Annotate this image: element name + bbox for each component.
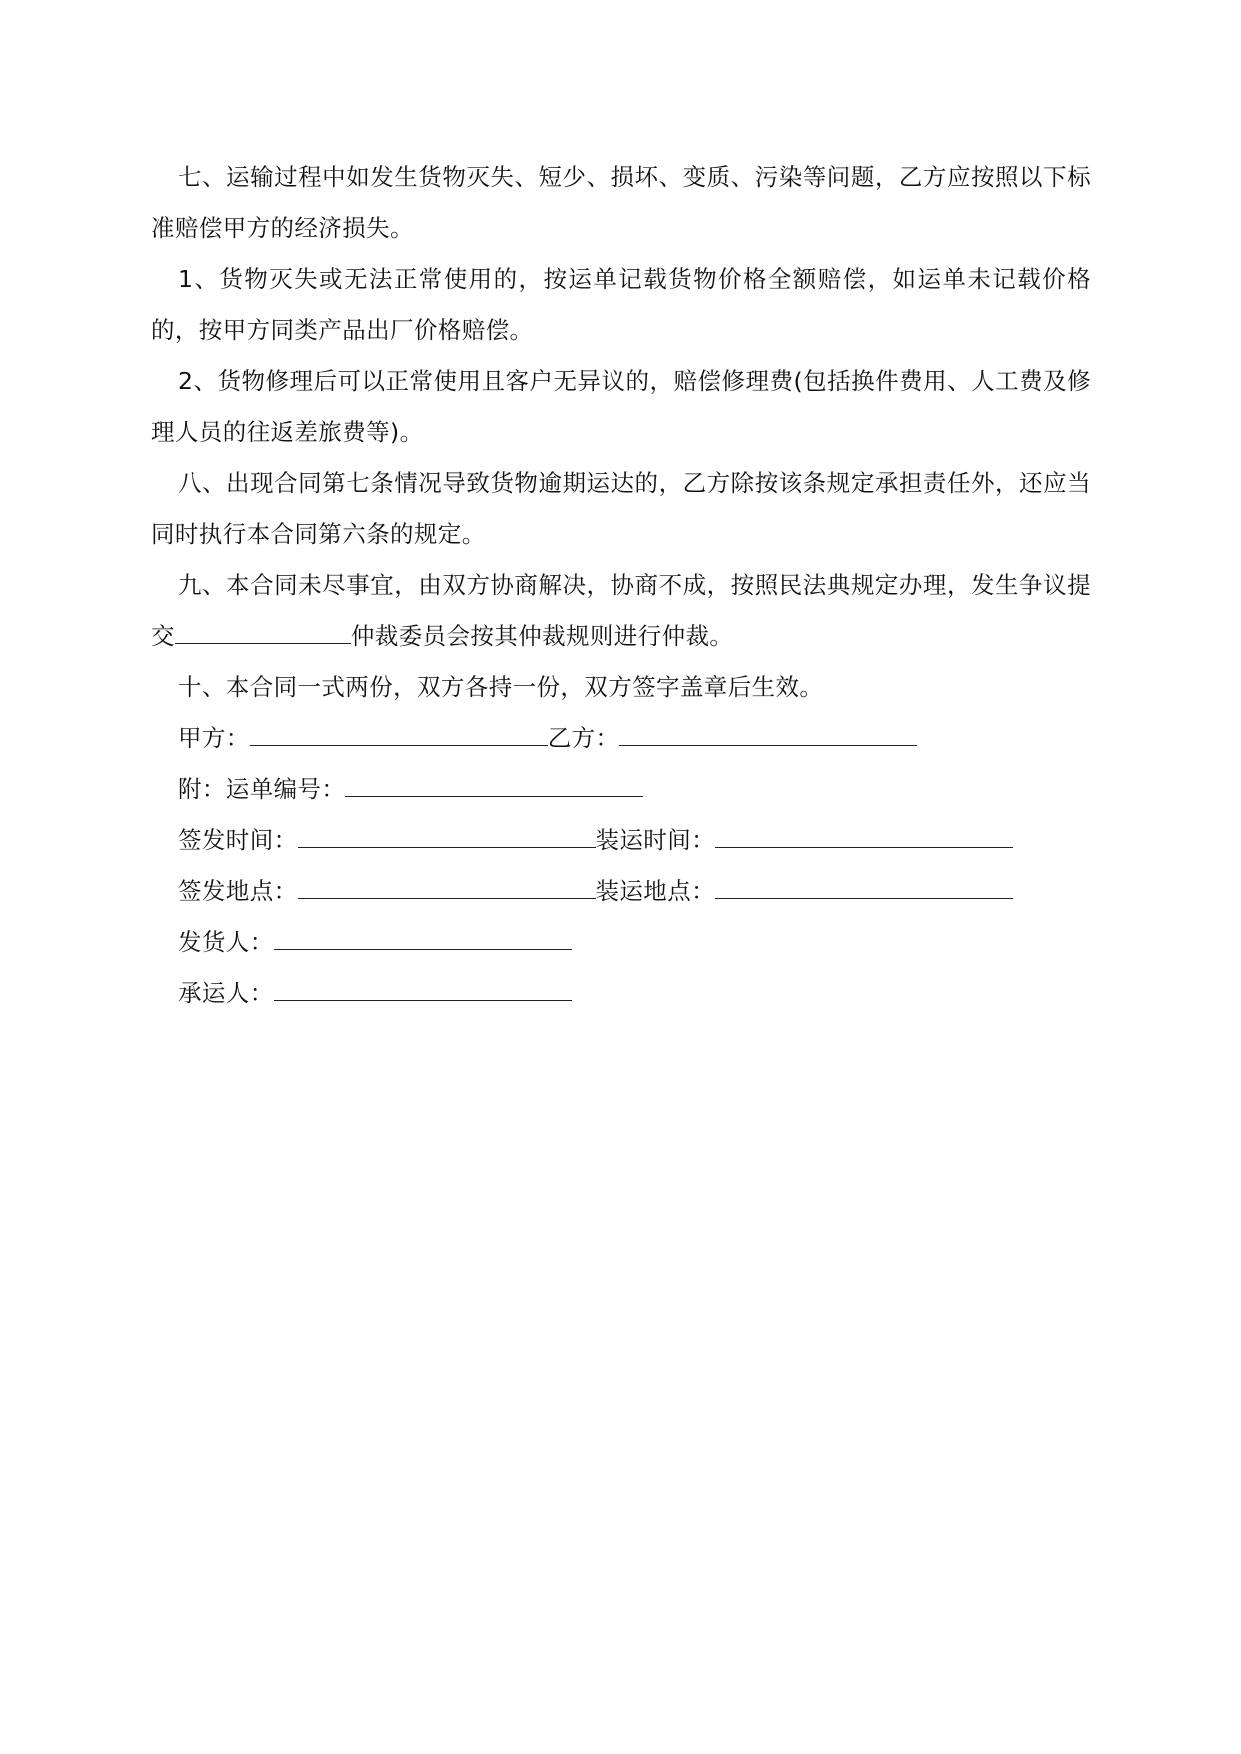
issue-time-field[interactable] (298, 825, 596, 848)
carrier-label: 承运人： (178, 979, 274, 1007)
clause-9 (151, 560, 1091, 662)
clause-8: 八、出现合同第七条情况导致货物逾期运达的，乙方除按该条规定承担责任外，还应当同时执行本合同第六条的规定。 (151, 469, 1091, 548)
shipping-time-label: 装运时间： (595, 826, 715, 854)
shipping-time-field[interactable] (715, 825, 1013, 848)
clause-7: 七、运输过程中如发生货物灭失、短少、损坏、变质、污染等问题，乙方应按照以下标准赔偿甲方的经济损失。 (151, 163, 1091, 242)
clause-7-item-1: 1、货物灭失或无法正常使用的，按运单记载货物价格全额赔偿，如运单未记载价格的，按甲方同类产品出厂价格赔偿。 (151, 265, 1091, 344)
parties-row (151, 713, 1091, 764)
shipper-label: 发货人： (178, 928, 274, 956)
issue-place-field[interactable] (298, 876, 596, 899)
shipper-field[interactable] (274, 927, 572, 950)
party-a-label: 甲方： (178, 724, 250, 752)
waybill-row (151, 764, 1091, 815)
shipping-place-label: 装运地点： (595, 877, 715, 905)
carrier-row (151, 968, 1091, 1019)
clause-9-text-after: 仲裁委员会按其仲裁规则进行仲裁。 (350, 622, 734, 650)
party-a-field[interactable] (250, 723, 548, 746)
carrier-field[interactable] (274, 978, 572, 1001)
contract-body (151, 152, 1091, 1019)
clause-7-item-2: 2、货物修理后可以正常使用且客户无异议的，赔偿修理费(包括换件费用、人工费及修理人员的往返差旅费等)。 (151, 367, 1091, 446)
clause-9-text-before: 九、本合同未尽事宜，由双方协商解决，协商不成，按照民法典规定办理，发生争议提交 (151, 571, 1091, 650)
shipper-row (151, 917, 1091, 968)
waybill-number-field[interactable] (345, 774, 643, 797)
waybill-number-label: 附：运单编号： (178, 775, 346, 803)
party-b-field[interactable] (619, 723, 917, 746)
party-b-label: 乙方： (547, 724, 620, 752)
shipping-place-field[interactable] (715, 876, 1013, 899)
issue-time-label: 签发时间： (178, 826, 298, 854)
time-row (151, 815, 1091, 866)
place-row (151, 866, 1091, 917)
issue-place-label: 签发地点： (178, 877, 298, 905)
arbitration-commission-blank[interactable] (175, 621, 351, 644)
clause-10: 十、本合同一式两份，双方各持一份，双方签字盖章后生效。 (178, 673, 824, 701)
